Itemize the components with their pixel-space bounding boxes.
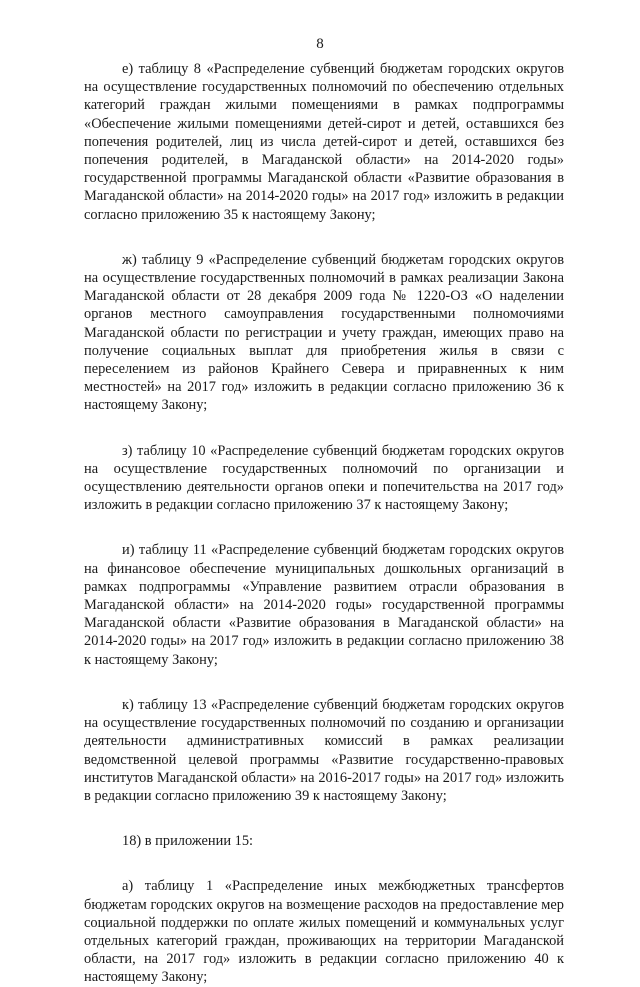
document-body bbox=[84, 60, 564, 987]
paragraph-k-table-13: к) таблицу 13 «Распределение субвенций бюджетам городских округов на осуществление государственных полномочий по созданию и организации деятельности административных комиссий в рамках реализации ведомственной целевой программы «Развитие государственно-правовых институтов Магаданской области» на 2016-2017 годы» на 2017 год» изложить в редакции согласно приложению 39 к настоящему Закону; bbox=[84, 696, 564, 804]
paragraph-e-table-8: е) таблицу 8 «Распределение субвенций бюджетам городских округов на осуществление государственных полномочий по обеспечению отдельных категорий граждан жилыми помещениями в рамках подпрограммы «Обеспечение жилыми помещениями детей-сирот и детей, оставшихся без попечения родителей, лиц из числа детей-сирот и детей, оставшихся без попечения родителей, в Магаданской области» на 2014-2020 годы» государственной программы Магаданской области «Развитие образования в Магаданской области» на 2014-2020 годы» на 2017 год» изложить в редакции согласно приложению 35 к настоящему Закону; bbox=[84, 61, 564, 223]
paragraph-i-table-11: и) таблицу 11 «Распределение субвенций бюджетам городских округов на финансовое обеспечение муниципальных дошкольных организаций в рамках подпрограммы «Управление развитием отрасли образования в Магаданской области» на 2014-2020 годы» государственной программы Магаданской области «Развитие образования в Магаданской области» на 2014-2020 годы» на 2017 год» изложить в редакции согласно приложению 38 к настоящему Закону; bbox=[84, 542, 564, 668]
page-number: 8 bbox=[316, 36, 324, 52]
paragraph-zh-table-9: ж) таблицу 9 «Распределение субвенций бюджетам городских округов на осуществление государственных полномочий в рамках реализации Закона Магаданской области от 28 декабря 2009 года № 1220-ОЗ «О наделении органов местного самоуправления государственными полномочиями Магаданской области по регистрации и учету граждан, имеющих право на получение социальных выплат для приобретения жилья в связи с переселением из районов Крайнего Севера и приравненных к ним местностей» на 2017 год» изложить в редакции согласно приложению 36 к настоящему Закону; bbox=[84, 251, 564, 414]
paragraph-18-appendix-15: 18) в приложении 15: bbox=[122, 833, 254, 850]
paragraph-z-table-10: з) таблицу 10 «Распределение субвенций бюджетам городских округов на осуществление государственных полномочий по организации и осуществлению деятельности органов опеки и попечительства на 2017 год» изложить в редакции согласно приложению 37 к настоящему Закону; bbox=[84, 442, 564, 514]
paragraph-a-table-1: а) таблицу 1 «Распределение иных межбюджетных трансфертов бюджетам городских округов на возмещение расходов на предоставление мер социальной поддержки по оплате жилых помещений и коммунальных услуг отдельных категорий граждан, проживающих на территории Магаданской области, на 2017 год» изложить в редакции согласно приложению 40 к настоящему Закону; bbox=[84, 878, 564, 986]
